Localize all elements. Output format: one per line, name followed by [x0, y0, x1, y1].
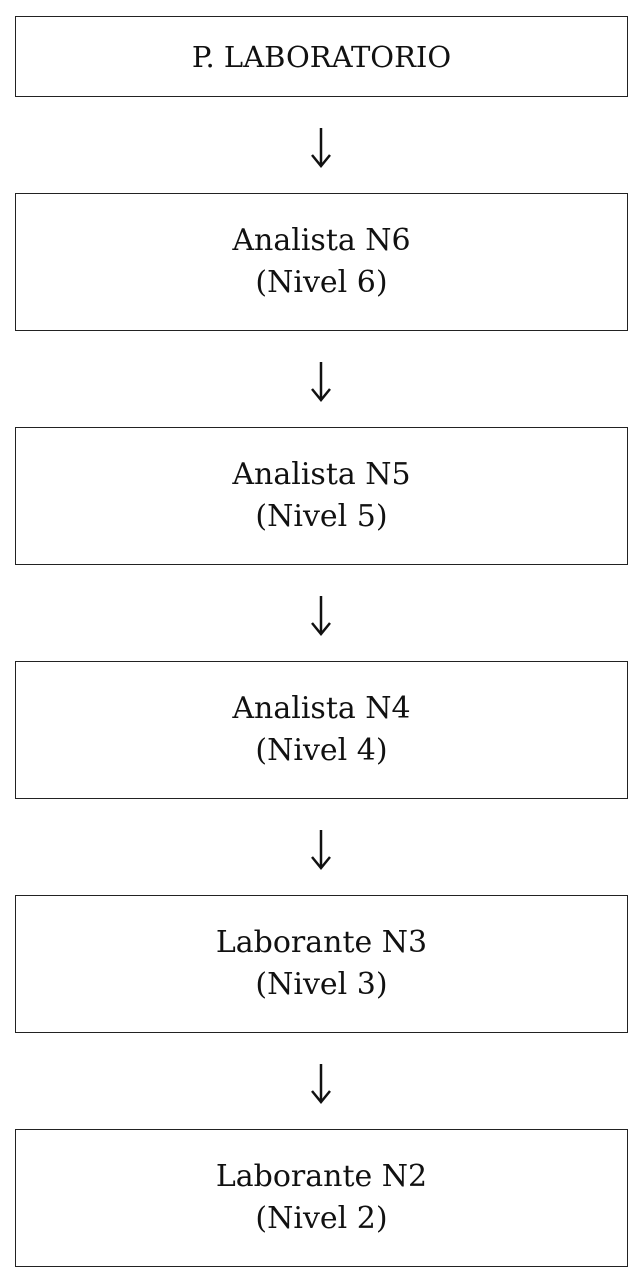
node-title: Laborante N3	[215, 925, 428, 960]
node-title: Analista N4	[232, 691, 411, 726]
node-level: (Nivel 6)	[255, 265, 388, 300]
node-analista-n4	[15, 661, 628, 799]
arrow-down-icon	[306, 828, 336, 872]
node-title: Laborante N2	[215, 1159, 428, 1194]
node-analista-n5	[15, 427, 628, 565]
arrow-down-icon	[306, 126, 336, 170]
node-level: (Nivel 3)	[255, 967, 388, 1002]
node-level: (Nivel 4)	[255, 733, 388, 768]
node-analista-n6	[15, 193, 628, 331]
node-level: (Nivel 2)	[255, 1201, 388, 1236]
arrow-down-icon	[306, 360, 336, 404]
arrow-down-icon	[306, 1062, 336, 1106]
arrow-down-icon	[306, 594, 336, 638]
node-title: Analista N5	[232, 457, 411, 492]
node-title: Analista N6	[232, 223, 411, 258]
node-p-laboratorio	[15, 16, 628, 97]
node-title: P. LABORATORIO	[191, 39, 452, 74]
node-level: (Nivel 5)	[255, 499, 388, 534]
node-laborante-n2	[15, 1129, 628, 1267]
node-laborante-n3	[15, 895, 628, 1033]
